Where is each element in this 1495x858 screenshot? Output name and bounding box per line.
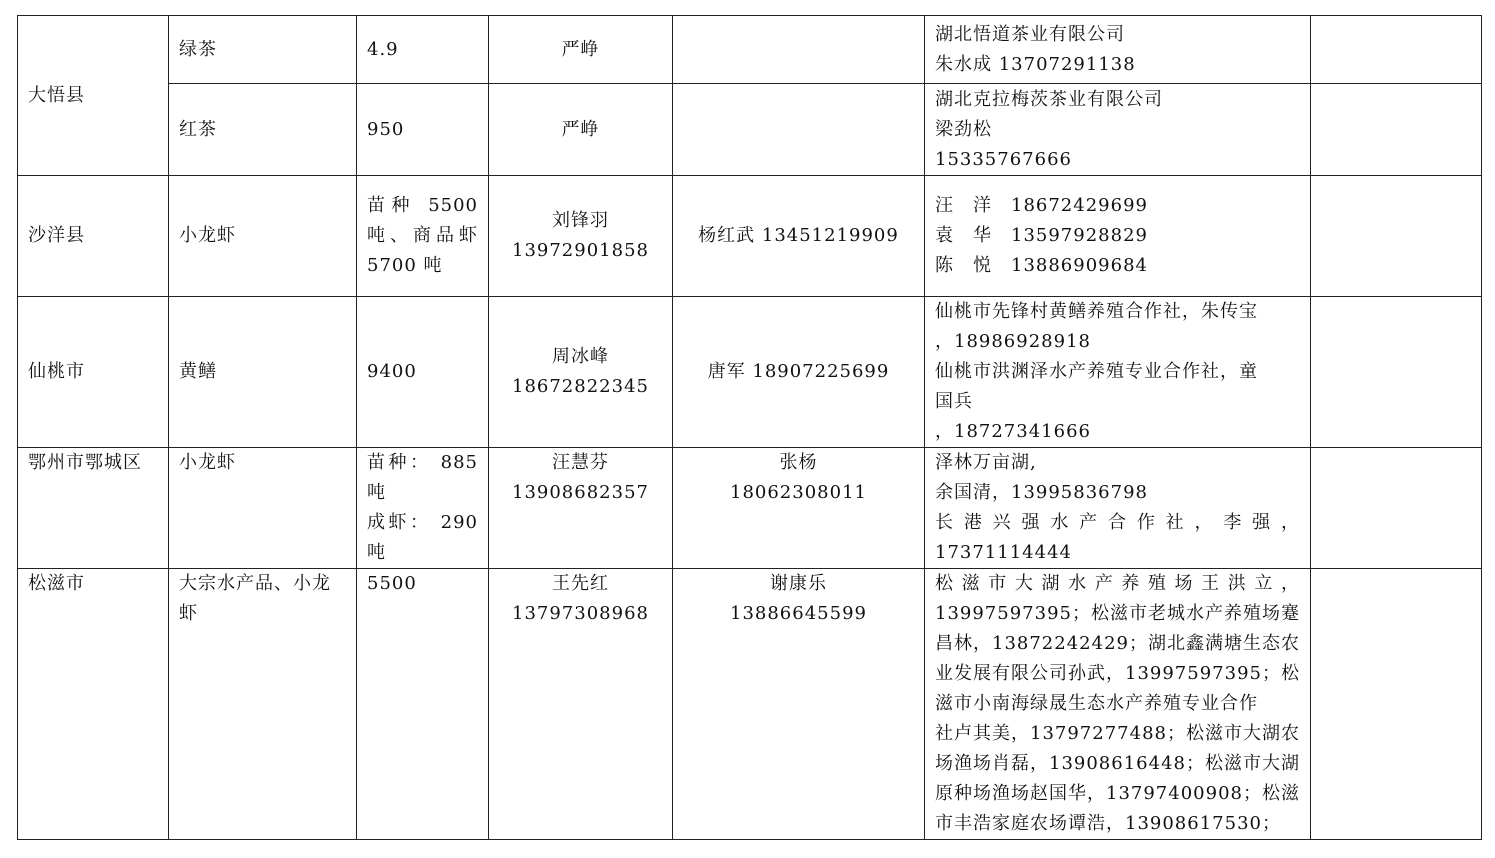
enterprise-line: 市丰浩家庭农场谭浩，13908617530； [935, 813, 1281, 834]
person-name: 王先红 [552, 573, 609, 594]
enterprise-cell [925, 16, 1311, 84]
person-phone: 13797308968 [512, 603, 649, 624]
table-row [18, 448, 1482, 569]
output-cell: 9400 [357, 297, 489, 448]
output-cell [357, 176, 489, 297]
table-row [18, 84, 1482, 176]
enterprise-line: 原种场渔场赵国华，13797400908；松滋 [935, 783, 1300, 804]
output-line: 苗种 5500 [367, 195, 478, 216]
enterprise-cell [925, 297, 1311, 448]
person-name: 刘锋羽 [552, 210, 609, 231]
output-cell: 4.9 [357, 16, 489, 84]
output-line: 吨 [367, 542, 386, 563]
enterprise-line: 余国清，13995836798 [935, 482, 1148, 503]
person-cell [489, 448, 673, 569]
contact-cell [673, 16, 925, 84]
enterprise-line: ，18727341666 [935, 421, 1091, 442]
person-cell [489, 176, 673, 297]
person-phone: 18672822345 [512, 376, 649, 397]
contact-cell [673, 569, 925, 840]
enterprise-line: 泽林万亩湖, [935, 452, 1037, 473]
contact-cell [673, 84, 925, 176]
person-cell: 严峥 [489, 16, 673, 84]
product-cell: 小龙虾 [169, 448, 357, 569]
enterprise-cell [925, 84, 1311, 176]
person-cell [489, 569, 673, 840]
person-name: 汪慧芬 [552, 452, 609, 473]
enterprise-line: 业发展有限公司孙武，13997597395；松 [935, 663, 1300, 684]
enterprise-line: 15335767666 [935, 148, 1072, 170]
enterprise-line: 袁 华 13597928829 [935, 225, 1148, 246]
enterprise-cell [925, 176, 1311, 297]
enterprise-line: 仙桃市洪渊泽水产养殖专业合作社，童 [935, 361, 1258, 382]
product-cell [169, 569, 357, 840]
contact-phone: 13886645599 [730, 603, 867, 624]
table-row [18, 16, 1482, 84]
contact-cell [673, 448, 925, 569]
enterprise-line: 滋市小南海绿晟生态水产养殖专业合作 [935, 693, 1258, 714]
enterprise-cell [925, 448, 1311, 569]
note-cell [1311, 176, 1482, 297]
enterprise-line: 昌林，13872242429；湖北鑫满塘生态农 [935, 633, 1300, 654]
person-name: 周冰峰 [552, 346, 609, 367]
enterprise-line: 陈 悦 13886909684 [935, 255, 1148, 276]
region-cell: 沙洋县 [18, 176, 169, 297]
output-cell [357, 448, 489, 569]
enterprise-line: 场渔场肖磊，13908616448；松滋市大湖 [935, 753, 1300, 774]
output-cell: 950 [357, 84, 489, 176]
enterprise-cell [925, 569, 1311, 840]
contact-name: 谢康乐 [770, 573, 827, 594]
enterprise-line: 国兵 [935, 391, 973, 412]
contact-name: 张杨 [779, 452, 818, 473]
person-cell [489, 297, 673, 448]
output-line: 苗种： 885 [367, 452, 478, 473]
enterprise-line: ，18986928918 [935, 331, 1091, 352]
contact-cell: 杨红武 13451219909 [673, 176, 925, 297]
product-cell: 红茶 [169, 84, 357, 176]
output-cell: 5500 [357, 569, 489, 840]
region-cell: 仙桃市 [18, 297, 169, 448]
output-line: 吨 [367, 482, 386, 503]
note-cell [1311, 84, 1482, 176]
contact-phone: 18062308011 [730, 482, 867, 503]
region-cell: 鄂州市鄂城区 [18, 448, 169, 569]
table-row [18, 569, 1482, 840]
enterprise-line: 社卢其美，13797277488；松滋市大湖农 [935, 723, 1300, 744]
person-cell: 严峥 [489, 84, 673, 176]
person-phone: 13972901858 [512, 240, 649, 261]
product-cell: 黄鳝 [169, 297, 357, 448]
region-cell: 松滋市 [18, 569, 169, 840]
enterprise-line: 长港兴强水产合作社，李强， [935, 512, 1300, 533]
note-cell [1311, 448, 1482, 569]
data-table [17, 15, 1482, 840]
enterprise-line: 湖北悟道茶业有限公司 [935, 23, 1125, 45]
note-cell [1311, 16, 1482, 84]
enterprise-line: 13997597395；松滋市老城水产养殖场蹇 [935, 603, 1300, 624]
contact-cell: 唐军 18907225699 [673, 297, 925, 448]
product-cell: 绿茶 [169, 16, 357, 84]
enterprise-line: 汪 洋 18672429699 [935, 195, 1148, 216]
note-cell [1311, 569, 1482, 840]
person-phone: 13908682357 [512, 482, 649, 503]
enterprise-line: 梁劲松 [935, 118, 992, 140]
note-cell [1311, 297, 1482, 448]
enterprise-line: 湖北克拉梅茨茶业有限公司 [935, 88, 1163, 110]
output-line: 吨、商品虾 [367, 225, 478, 246]
product-cell: 小龙虾 [169, 176, 357, 297]
enterprise-line: 朱水成 13707291138 [935, 53, 1136, 75]
output-line: 5700 吨 [367, 255, 443, 276]
enterprise-line: 仙桃市先锋村黄鳝养殖合作社，朱传宝 [935, 301, 1258, 322]
enterprise-line: 17371114444 [935, 542, 1072, 563]
output-line: 成虾： 290 [367, 512, 478, 533]
product-line: 虾 [179, 603, 198, 624]
table-row [18, 297, 1482, 448]
enterprise-line: 松滋市大湖水产养殖场王洪立， [935, 573, 1300, 594]
table-row [18, 176, 1482, 297]
region-cell: 大悟县 [18, 16, 169, 176]
product-line: 大宗水产品、小龙 [179, 573, 331, 594]
